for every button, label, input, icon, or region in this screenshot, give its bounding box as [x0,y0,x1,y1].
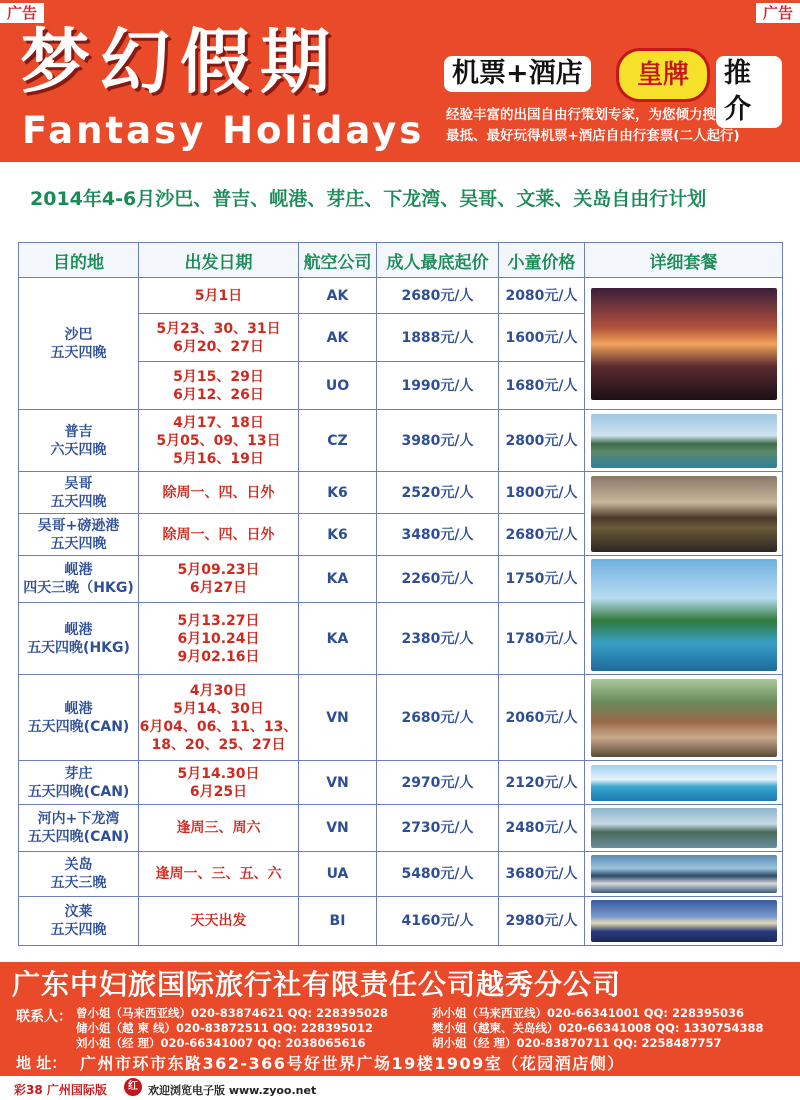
angkor-photo [591,476,777,552]
adult-price-cell: 1888元/人 [377,314,499,362]
date-cell [139,805,299,852]
child-price-cell: 3680元/人 [499,852,585,897]
guam-photo [591,855,777,893]
airline-cell: VN [299,761,377,805]
child-price-cell: 1600元/人 [499,314,585,362]
date-cell [139,278,299,314]
adult-price-cell: 2380元/人 [377,603,499,675]
date-cell [139,472,299,514]
date-cell [139,897,299,946]
sabah-photo [591,288,777,400]
table-row [19,410,783,472]
date-cell [139,410,299,472]
col-header-package: 详细套餐 [585,243,783,278]
destination-name: 河内+下龙湾 [37,811,120,827]
destination-cell [19,805,139,852]
destination-duration: 五天四晚 [50,493,107,510]
contacts-label: 联系人： [16,1009,72,1025]
airline-cell: AK [299,278,377,314]
package-photo-cell [585,897,783,946]
destination-cell [19,761,139,805]
date-line: 逢周三、周六 [176,820,261,836]
col-header-date: 出发日期 [139,243,299,278]
table-row [19,852,783,897]
date-line: 5月09.23日 [177,562,260,579]
adult-price-cell: 4160元/人 [377,897,499,946]
package-photo-cell [585,278,783,410]
slogan-line-1: 经验丰富的出国自由行策划专家，为您倾力搜寻 [446,107,730,123]
page-number: 彩38 广州国际版 [14,1083,107,1097]
destination-duration: 五天四晚(HKG) [27,639,130,656]
website-link[interactable]: 欢迎浏览电子版 www.zyoo.net [148,1084,317,1097]
destination-name: 岘港 [64,621,93,638]
date-line: 5月15、29日 [173,368,264,385]
danang-beach-photo [591,559,777,671]
date-line: 5月05、09、13日 [156,432,281,449]
destination-cell [19,410,139,472]
hoi-an-photo [591,679,777,757]
airline-cell: BI [299,897,377,946]
date-line: 5月1日 [194,287,243,304]
ad-tag-left: 广告 [0,3,44,23]
date-line: 除周一、四、日外 [162,484,275,501]
airline-cell: UO [299,362,377,410]
date-line: 18、20、25、27日 [151,736,286,753]
slogan-line-2: 最抵、最好玩得机票+酒店自由行套票(二人起行) [446,128,740,144]
promo-right-text: 推介 [716,56,782,128]
destination-name: 普吉 [64,423,93,440]
destination-duration: 五天四晚(CAN) [27,829,130,845]
contacts-left-column [76,1006,388,1051]
child-price-cell: 2080元/人 [499,278,585,314]
date-cell [139,514,299,556]
date-cell [139,556,299,603]
nha-trang-photo [591,765,777,801]
child-price-cell: 1800元/人 [499,472,585,514]
ad-tag-right: 广告 [756,3,800,23]
contacts-right-column [432,1006,763,1051]
destination-name: 岘港 [64,562,93,579]
date-line: 6月04、06、11、13、 [139,718,298,735]
adult-price-cell: 2680元/人 [377,278,499,314]
table-row [19,472,783,514]
date-cell [139,852,299,897]
date-line: 6月10.24日 [177,630,260,647]
destination-name: 吴哥 [64,475,93,492]
halong-bay-photo [591,808,777,848]
adult-price-cell: 2520元/人 [377,472,499,514]
col-header-child-price: 小童价格 [499,243,585,278]
destination-name: 芽庄 [64,765,93,782]
table-header-row [19,243,783,278]
contact-line: 曾小姐（马来西亚线）020-83874621 QQ: 228395028 [76,1006,388,1020]
destination-duration: 六天四晚 [50,441,107,458]
adult-price-cell: 5480元/人 [377,852,499,897]
table-row [19,761,783,805]
date-line: 6月25日 [189,783,248,800]
date-cell [139,675,299,761]
airline-cell: AK [299,314,377,362]
destination-duration: 五天三晚 [50,875,107,891]
promo-badge: 皇牌 [616,48,710,102]
date-line: 6月20、27日 [173,338,264,355]
package-photo-cell [585,410,783,472]
contact-line: 刘小姐（经 理）020-66341007 QQ: 2038065616 [76,1036,366,1050]
date-line: 4月30日 [189,682,248,699]
airline-cell: KA [299,603,377,675]
table-row [19,897,783,946]
package-photo-cell [585,761,783,805]
date-line: 5月14、30日 [173,700,264,717]
tour-table [18,242,783,946]
package-photo-cell [585,556,783,675]
date-line: 6月12、26日 [173,386,264,403]
col-header-destination: 目的地 [19,243,139,278]
airline-cell: VN [299,675,377,761]
destination-duration: 五天四晚 [50,344,107,361]
table-row [19,805,783,852]
destination-cell [19,603,139,675]
date-line: 5月23、30、31日 [156,320,281,337]
table-row [19,675,783,761]
date-line: 5月16、19日 [173,450,264,467]
child-price-cell: 2120元/人 [499,761,585,805]
address-label: 地 址： [16,1054,67,1072]
table-row [19,278,783,314]
destination-name: 沙巴 [64,326,93,343]
phuket-photo [591,414,777,468]
adult-price-cell: 3980元/人 [377,410,499,472]
destination-cell [19,278,139,410]
child-price-cell: 2680元/人 [499,514,585,556]
destination-cell [19,852,139,897]
contact-line: 储小姐（越 柬 线）020-83872511 QQ: 228395012 [76,1021,373,1035]
destination-cell [19,472,139,514]
package-photo-cell [585,852,783,897]
date-cell [139,603,299,675]
address: 广州市环市东路362-366号好世界广场19楼1909室（花园酒店侧） [80,1054,625,1073]
destination-cell [19,897,139,946]
airline-cell: K6 [299,472,377,514]
child-price-cell: 2480元/人 [499,805,585,852]
package-photo-cell [585,675,783,761]
destination-name: 关岛 [64,857,93,873]
airline-cell: CZ [299,410,377,472]
package-photo-cell [585,472,783,556]
child-price-cell: 2060元/人 [499,675,585,761]
date-line: 除周一、四、日外 [162,526,275,543]
contact-line: 胡小姐（经 理）020-83870711 QQ: 2258487757 [432,1036,722,1050]
package-photo-cell [585,805,783,852]
contact-line: 孙小姐（马来西亚线）020-66341001 QQ: 228395036 [432,1006,744,1020]
child-price-cell: 1780元/人 [499,603,585,675]
company-name: 广东中妇旅国际旅行社有限责任公司越秀分公司 [12,968,622,1001]
child-price-cell: 2800元/人 [499,410,585,472]
destination-duration: 五天四晚 [50,535,107,552]
col-header-airline: 航空公司 [299,243,377,278]
publisher-logo-icon: 红 [124,1078,142,1096]
adult-price-cell: 2680元/人 [377,675,499,761]
airline-cell: VN [299,805,377,852]
adult-price-cell: 2730元/人 [377,805,499,852]
destination-cell [19,514,139,556]
destination-cell [19,556,139,603]
title-chinese: 梦幻假期 [20,21,340,103]
airline-cell: UA [299,852,377,897]
slogan [446,105,796,147]
destination-name: 汶莱 [64,904,93,920]
table-row [19,556,783,603]
contact-line: 樊小姐（越柬、关岛线）020-66341008 QQ: 1330754388 [432,1021,764,1035]
title-english: Fantasy Holidays [22,109,425,152]
brunei-mosque-photo [591,900,777,942]
destination-duration: 五天四晚 [50,922,107,938]
promo-left-text: 机票+酒店 [444,56,591,92]
adult-price-cell: 3480元/人 [377,514,499,556]
date-line: 6月27日 [189,580,248,597]
airline-cell: KA [299,556,377,603]
date-line: 4月17、18日 [173,414,264,431]
destination-cell [19,675,139,761]
child-price-cell: 2980元/人 [499,897,585,946]
adult-price-cell: 1990元/人 [377,362,499,410]
destination-duration: 四天三晚（HKG) [23,580,134,597]
destination-duration: 五天四晚(CAN) [27,718,130,735]
destination-name: 吴哥+磅逊港 [37,517,120,534]
date-line: 5月14.30日 [177,765,260,782]
date-line: 天天出发 [190,913,247,929]
destination-duration: 五天四晚(CAN) [27,783,130,800]
child-price-cell: 1680元/人 [499,362,585,410]
child-price-cell: 1750元/人 [499,556,585,603]
date-cell [139,362,299,410]
page-subtitle: 2014年4-6月沙巴、普吉、岘港、芽庄、下龙湾、吴哥、文莱、关岛自由行计划 [30,188,707,210]
date-cell [139,761,299,805]
date-cell [139,314,299,362]
destination-name: 岘港 [64,700,93,717]
date-line: 逢周一、三、五、六 [155,866,282,882]
adult-price-cell: 2970元/人 [377,761,499,805]
date-line: 5月13.27日 [177,612,260,629]
bottom-strip [0,1076,800,1100]
adult-price-cell: 2260元/人 [377,556,499,603]
col-header-adult-price: 成人最底起价 [377,243,499,278]
date-line: 9月02.16日 [177,648,260,665]
airline-cell: K6 [299,514,377,556]
